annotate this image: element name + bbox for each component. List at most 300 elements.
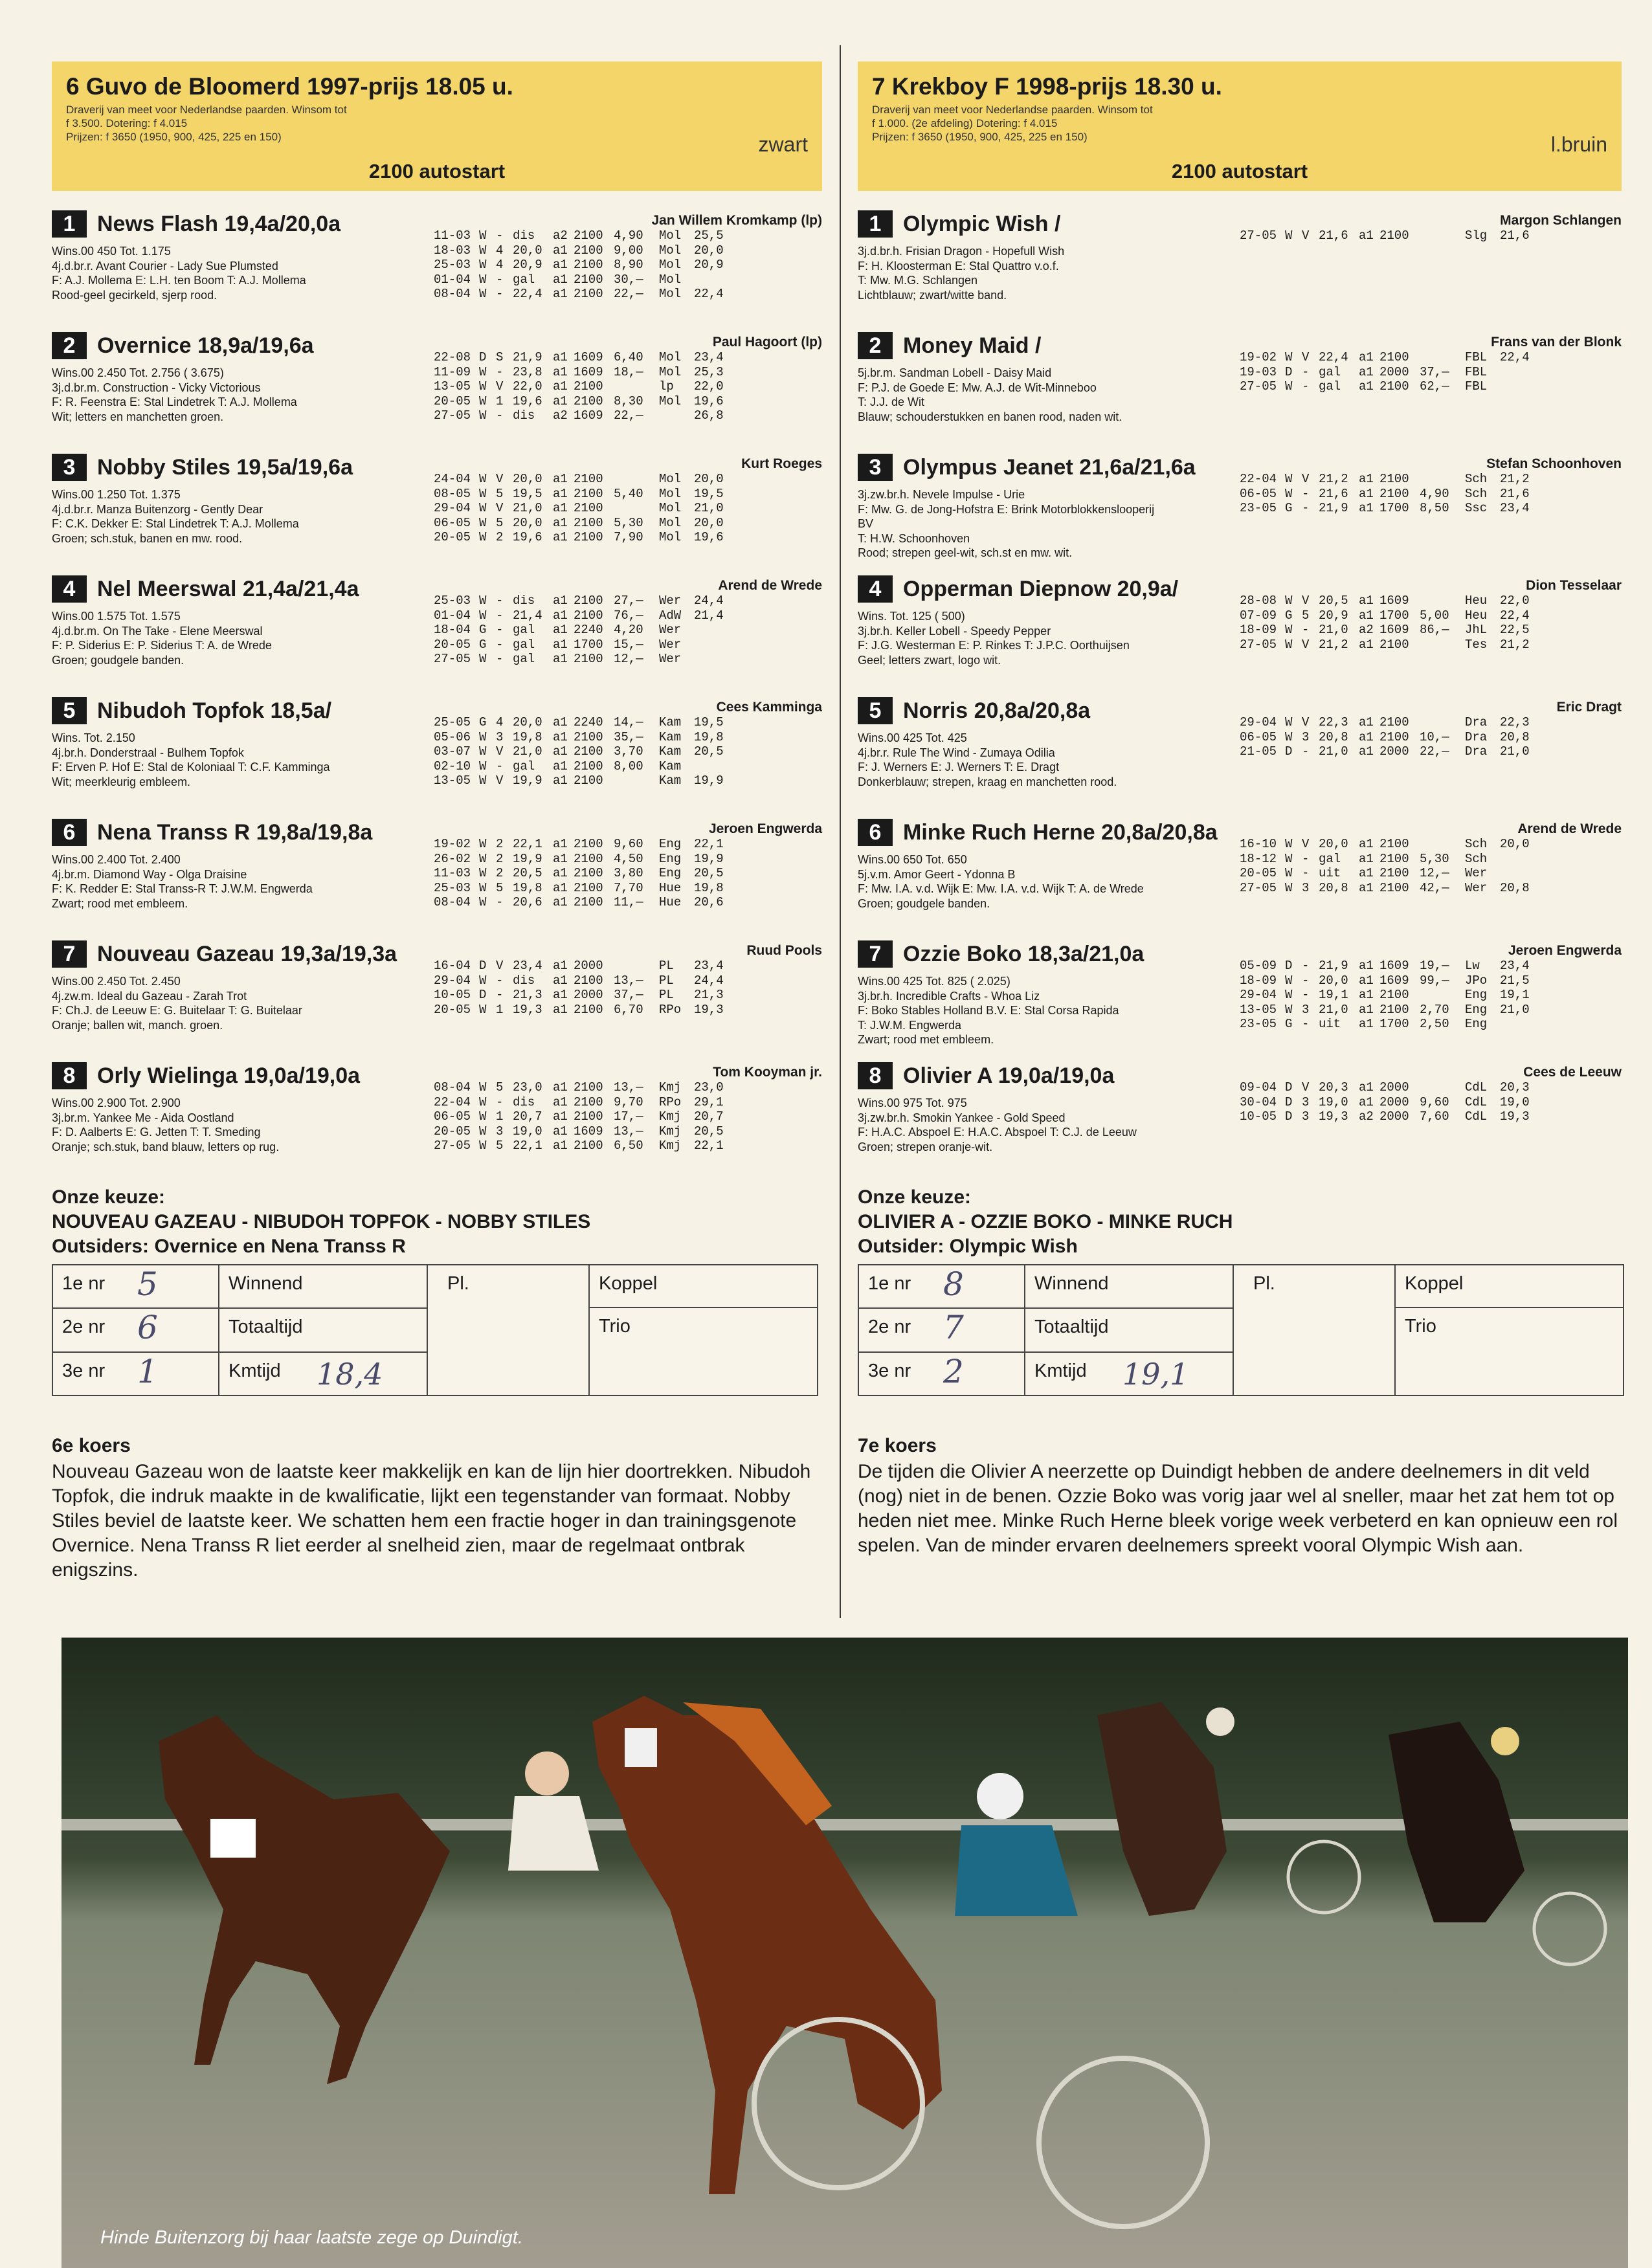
handwritten-pick: 2: [943, 1352, 964, 1390]
result-cell: Kmj: [659, 1139, 682, 1153]
result-cell: G: [1285, 501, 1293, 515]
result-cell: 2100: [574, 608, 603, 623]
result-cell: gal: [1319, 364, 1341, 379]
result-cell: FBL: [1465, 350, 1488, 364]
result-cell: 2100: [1379, 729, 1409, 744]
result-cell: a1: [553, 652, 568, 666]
result-cell: gal: [1319, 379, 1341, 394]
result-cell: 02-10: [434, 759, 471, 773]
result-cell: a1: [553, 988, 568, 1002]
horse-info: [52, 487, 299, 546]
result-row: [1240, 973, 1532, 988]
result-cell: PL: [659, 973, 674, 988]
result-cell: 1609: [574, 1124, 603, 1139]
start-number-badge: 5: [52, 697, 87, 724]
result-row: [1240, 866, 1532, 881]
bet-cell-2[interactable]: [53, 1309, 218, 1352]
result-cell: a1: [1359, 1017, 1374, 1031]
result-cell: a1: [1359, 715, 1374, 729]
result-cell: -: [496, 594, 504, 608]
horse-info-line: 5j.br.m. Sandman Lobell - Daisy Maid: [858, 366, 1052, 379]
result-cell: 21,2: [1500, 637, 1530, 652]
result-cell: 3: [1302, 729, 1310, 744]
result-row: [434, 730, 726, 745]
trotting-race-illustration: [61, 1638, 1628, 2268]
result-row: [434, 394, 726, 409]
horse-info-line: Zwart; rood met embleem.: [858, 1033, 994, 1046]
result-cell: a1: [553, 759, 568, 773]
result-cell: W: [1285, 350, 1293, 364]
result-cell: G: [1285, 608, 1293, 623]
result-cell: 22,4: [1319, 350, 1348, 364]
race-conditions: [66, 103, 571, 144]
result-cell: 01-04: [434, 608, 471, 623]
horse-info-line: F: P. Siderius E: P. Siderius T: A. de Wrede: [52, 639, 272, 652]
result-cell: 5,30: [1420, 851, 1449, 866]
horse-info-line: F: P.J. de Goede E: Mw. A.J. de Wit-Minneboo: [858, 381, 1097, 394]
result-cell: 86,—: [1420, 623, 1449, 637]
result-cell: Mol: [659, 530, 682, 544]
result-cell: W: [1285, 851, 1293, 866]
result-cell: 2100: [574, 1139, 603, 1153]
bet-kmtijd[interactable]: [1025, 1353, 1233, 1395]
result-row: [1240, 1080, 1532, 1095]
result-cell: a1: [1359, 959, 1374, 973]
result-cell: V: [1302, 594, 1310, 608]
horse-info-line: Rood-geel gecirkeld, sjerp rood.: [52, 288, 218, 302]
result-cell: 20,8: [1319, 729, 1348, 744]
result-cell: 27-05: [1240, 637, 1277, 652]
horse-info-line: Geel; letters zwart, logo wit.: [858, 653, 1001, 667]
result-row: [434, 258, 726, 272]
bet-types: [219, 1265, 428, 1395]
result-cell: -: [1302, 1017, 1310, 1031]
result-cell: 5,00: [1420, 608, 1449, 623]
result-cell: 23,0: [513, 1080, 542, 1095]
result-cell: 22,4: [694, 287, 724, 301]
result-cell: 9,70: [614, 1095, 643, 1109]
result-cell: 07-09: [1240, 608, 1277, 623]
horse-info-line: Wins. Tot. 2.150: [52, 731, 135, 744]
result-cell: 01-04: [434, 272, 471, 287]
bet-types: [1025, 1265, 1234, 1395]
horse-info-line: Wins.00 425 Tot. 425: [858, 731, 967, 744]
result-cell: JhL: [1465, 623, 1488, 637]
horse-entry: [858, 814, 1622, 935]
result-cell: W: [479, 258, 487, 272]
result-cell: 29-04: [434, 501, 471, 515]
result-row: [434, 472, 726, 487]
result-cell: 20-05: [434, 637, 471, 652]
handwritten-pick: 1: [137, 1352, 158, 1390]
horse-entry: [52, 327, 822, 449]
result-cell: Kmj: [659, 1109, 682, 1124]
horse-info-line: Wins.00 2.400 Tot. 2.400: [52, 853, 181, 866]
result-cell: 22,0: [694, 379, 724, 394]
bet-trio: Trio: [599, 1316, 631, 1337]
result-cell: 20,5: [694, 866, 724, 880]
result-cell: -: [1302, 379, 1310, 394]
result-cell: 20,8: [1500, 729, 1530, 744]
result-cell: dis: [513, 1095, 535, 1109]
horse-name: Nena Transs R 19,8a/19,8a: [97, 820, 373, 845]
result-row: [1240, 608, 1532, 623]
horse-info-line: Oranje; ballen wit, manch. groen.: [52, 1018, 223, 1032]
result-cell: dis: [513, 228, 535, 243]
result-cell: 27-05: [434, 652, 471, 666]
result-cell: a1: [553, 1002, 568, 1017]
handwritten-pick: 8: [943, 1265, 964, 1303]
result-cell: a1: [1359, 350, 1374, 364]
result-cell: 3: [1302, 1002, 1310, 1017]
bet-cell-3[interactable]: [53, 1353, 218, 1395]
outsiders: Outsider: Olympic Wish: [858, 1236, 1078, 1257]
result-cell: 06-05: [434, 515, 471, 530]
result-cell: D: [1285, 364, 1293, 379]
result-cell: 20,3: [1319, 1080, 1348, 1095]
result-cell: 6,70: [614, 1002, 643, 1017]
horse-name: News Flash 19,4a/20,0a: [97, 212, 341, 236]
result-cell: a2: [553, 408, 568, 423]
result-row: [434, 623, 726, 638]
result-cell: 12,—: [1420, 866, 1449, 880]
result-cell: 3: [496, 729, 504, 744]
horse-info-line: Wins.00 450 Tot. 1.175: [52, 245, 171, 258]
result-cell: 2100: [1379, 228, 1409, 243]
bet-extra: [1396, 1265, 1623, 1395]
horse-info-line: 3j.zw.br.h. Smokin Yankee - Gold Speed: [858, 1111, 1066, 1124]
result-cell: 21,6: [1500, 486, 1530, 501]
result-cell: 24,4: [694, 594, 724, 608]
result-cell: 19,6: [513, 530, 542, 544]
bet-cell-1[interactable]: [53, 1265, 218, 1309]
result-cell: 37,—: [1420, 364, 1449, 379]
result-cell: W: [479, 228, 487, 243]
result-cell: 2100: [574, 652, 603, 666]
result-row: [1240, 594, 1532, 608]
recent-results: [1240, 715, 1532, 759]
horse-name: Money Maid /: [903, 333, 1042, 358]
result-cell: -: [1302, 364, 1310, 379]
result-cell: a1: [553, 880, 568, 895]
result-cell: a1: [1359, 851, 1374, 866]
result-cell: V: [496, 379, 504, 394]
horse-info-line: F: Mw. G. de Jong-Hofstra E: Brink Motorblokkenslooperij: [858, 502, 1155, 516]
horse-info-line: Groen; sch.stuk, banen en mw. rood.: [52, 531, 243, 545]
result-cell: a1: [553, 287, 568, 301]
result-cell: -: [1302, 623, 1310, 637]
result-cell: 7,90: [614, 530, 643, 544]
horse-info-line: 3j.zw.br.h. Nevele Impulse - Urie: [858, 488, 1025, 501]
result-cell: a2: [1359, 1109, 1374, 1124]
result-cell: AdW: [659, 608, 682, 623]
result-cell: a1: [553, 608, 568, 623]
bet-form: [858, 1264, 1624, 1396]
result-cell: Kmj: [659, 1124, 682, 1139]
result-cell: 20,0: [513, 715, 542, 729]
result-cell: 19,1: [1500, 988, 1530, 1002]
result-cell: V: [1302, 715, 1310, 729]
our-choice: [858, 1185, 1622, 1259]
our-choice-label: Onze keuze:: [858, 1186, 972, 1208]
result-row: [1240, 638, 1532, 652]
result-cell: 19,6: [513, 394, 542, 408]
result-cell: 1609: [1379, 594, 1409, 608]
result-cell: 23,4: [1500, 959, 1530, 973]
result-cell: 2100: [574, 895, 603, 909]
result-row: [1240, 501, 1532, 516]
horse-info-line: Groen; goudgele banden.: [858, 896, 990, 910]
result-cell: 2100: [574, 530, 603, 544]
result-cell: Wer: [1465, 880, 1488, 895]
result-cell: 22,0: [1500, 594, 1530, 608]
result-cell: 11-09: [434, 364, 471, 379]
preview-title: 7e koers: [858, 1435, 937, 1456]
bet-label: 3e nr: [62, 1360, 106, 1381]
result-cell: 3: [1302, 1095, 1310, 1109]
result-cell: 19,3: [1500, 1109, 1530, 1124]
result-cell: a1: [553, 272, 568, 287]
result-cell: 20-05: [434, 1002, 471, 1017]
result-cell: 22,4: [513, 287, 542, 301]
result-cell: 2000: [1379, 1080, 1409, 1095]
result-row: [1240, 472, 1532, 487]
result-cell: 2,70: [1420, 1002, 1449, 1017]
horse-info-line: Wit; meerkleurig embleem.: [52, 775, 191, 788]
result-cell: 25-03: [434, 880, 471, 895]
horse-info: [858, 244, 1064, 302]
result-cell: a1: [1359, 501, 1374, 515]
result-cell: 20,0: [513, 243, 542, 258]
result-cell: 8,00: [614, 759, 643, 773]
recent-results: [434, 472, 726, 545]
result-row: [434, 759, 726, 774]
result-row: [1240, 715, 1532, 730]
result-cell: 21,3: [513, 988, 542, 1002]
race-color: zwart: [758, 133, 808, 156]
race-7-column: [858, 61, 1622, 1558]
result-cell: 2100: [574, 1095, 603, 1109]
horse-info-line: 3j.br.m. Yankee Me - Aida Oostland: [52, 1111, 234, 1124]
bet-trio: Trio: [1405, 1316, 1436, 1337]
result-row: [1240, 959, 1532, 973]
horse-info-line: Wins.00 2.450 Tot. 2.756 ( 3.675): [52, 366, 224, 379]
start-number-badge: 2: [52, 332, 87, 359]
horse-name: Nobby Stiles 19,5a/19,6a: [97, 455, 353, 480]
result-cell: 21,3: [694, 988, 724, 1002]
result-cell: FBL: [1465, 379, 1488, 394]
result-cell: W: [479, 759, 487, 773]
horse-info-line: T: H.W. Schoonhoven: [858, 531, 970, 545]
horse-info-line: 3j.d.br.m. Construction - Vicky Victorious: [52, 381, 261, 394]
result-cell: W: [479, 1109, 487, 1124]
driver-name: Eric Dragt: [1556, 700, 1622, 715]
result-cell: 16-04: [434, 959, 471, 973]
result-cell: a1: [553, 744, 568, 759]
recent-results: [434, 959, 726, 1017]
result-row: [434, 715, 726, 730]
result-cell: 03-07: [434, 744, 471, 759]
result-cell: Kam: [659, 773, 682, 788]
horse-info-line: 3j.d.br.h. Frisian Dragon - Hopefull Wish: [858, 245, 1065, 258]
driver-name: Tom Kooyman jr.: [713, 1065, 822, 1080]
result-cell: V: [1302, 350, 1310, 364]
result-cell: W: [479, 895, 487, 909]
horse-info-line: 4j.br.h. Donderstraal - Bulhem Topfok: [52, 746, 244, 759]
result-cell: 2: [496, 851, 504, 866]
result-row: [1240, 852, 1532, 867]
horse-info: [858, 1096, 1137, 1154]
horse-info-line: 4j.d.br.m. On The Take - Elene Meerswal: [52, 624, 263, 638]
bet-extra: [590, 1265, 817, 1395]
result-cell: 2100: [574, 394, 603, 408]
result-cell: 22,0: [513, 379, 542, 394]
result-cell: 11-03: [434, 228, 471, 243]
result-cell: 7,60: [1420, 1109, 1449, 1124]
race-desc-line: Draverij van meet voor Nederlandse paarden. Winsom tot: [872, 104, 1153, 116]
result-cell: Mol: [659, 486, 682, 501]
result-cell: 1: [496, 1109, 504, 1124]
result-cell: CdL: [1465, 1095, 1488, 1109]
result-cell: 26,8: [694, 408, 724, 423]
result-cell: a1: [1359, 729, 1374, 744]
result-cell: 8,50: [1420, 501, 1449, 515]
result-cell: V: [1302, 228, 1310, 243]
result-cell: 2: [496, 530, 504, 544]
result-row: [1240, 1003, 1532, 1017]
result-cell: 17,—: [614, 1109, 643, 1124]
result-cell: 06-05: [434, 1109, 471, 1124]
horse-info-line: F: C.K. Dekker E: Stal Lindetrek T: A.J. Mollema: [52, 517, 299, 530]
result-cell: Eng: [659, 866, 682, 880]
result-cell: W: [479, 851, 487, 866]
result-cell: -: [496, 608, 504, 623]
horse-info: [858, 731, 1117, 789]
recent-results: [1240, 228, 1532, 243]
bet-pl: Pl.: [1234, 1265, 1396, 1395]
result-cell: 20-05: [434, 394, 471, 408]
result-cell: -: [1302, 973, 1310, 988]
result-cell: a1: [553, 623, 568, 637]
bet-kmtijd[interactable]: [219, 1353, 427, 1395]
result-cell: 19,8: [513, 880, 542, 895]
number-cloth: [210, 1819, 256, 1858]
horse-info-line: Wins.00 975 Tot. 975: [858, 1096, 967, 1109]
horse-name: Norris 20,8a/20,8a: [903, 698, 1091, 723]
result-cell: 21,0: [1319, 1002, 1348, 1017]
result-cell: Sch: [1465, 486, 1488, 501]
result-cell: V: [1302, 837, 1310, 851]
result-row: [1240, 744, 1532, 759]
result-row: [1240, 228, 1532, 243]
horse-info-line: 4j.zw.m. Ideal du Gazeau - Zarah Trot: [52, 989, 247, 1003]
result-cell: 23,4: [694, 350, 724, 364]
result-cell: a1: [553, 243, 568, 258]
result-cell: 27-05: [1240, 379, 1277, 394]
horse-info-line: Donkerblauw; strepen, kraag en manchetten rood.: [858, 775, 1117, 788]
result-cell: 22,4: [1500, 608, 1530, 623]
result-cell: 18-03: [434, 243, 471, 258]
result-cell: a2: [1359, 623, 1374, 637]
result-cell: 20,9: [1319, 608, 1348, 623]
result-cell: 20,5: [1319, 594, 1348, 608]
result-cell: D: [479, 959, 487, 973]
result-cell: 1700: [1379, 1017, 1409, 1031]
result-cell: Hue: [659, 895, 682, 909]
result-cell: a1: [1359, 988, 1374, 1002]
result-cell: Sch: [1465, 837, 1488, 851]
bet-cell-2[interactable]: [859, 1309, 1024, 1352]
result-cell: W: [479, 880, 487, 895]
horse-info-line: 4j.br.m. Diamond Way - Olga Draisine: [52, 867, 247, 881]
result-cell: 20,0: [1319, 837, 1348, 851]
result-cell: 19,5: [694, 715, 724, 729]
result-cell: 21,4: [513, 608, 542, 623]
bet-cell-3[interactable]: [859, 1353, 1024, 1395]
handwritten-pick: 5: [137, 1265, 158, 1303]
result-cell: -: [496, 623, 504, 637]
result-cell: 22-04: [434, 1095, 471, 1109]
result-cell: -: [496, 364, 504, 379]
result-cell: 19,—: [1420, 959, 1449, 973]
result-cell: 27-05: [434, 1139, 471, 1153]
result-cell: Mol: [659, 515, 682, 530]
result-cell: -: [496, 988, 504, 1002]
result-cell: a1: [553, 1139, 568, 1153]
result-row: [434, 959, 726, 973]
result-cell: 2100: [574, 744, 603, 759]
result-cell: W: [1285, 880, 1293, 895]
result-cell: 30-04: [1240, 1095, 1277, 1109]
result-cell: 1700: [1379, 608, 1409, 623]
result-cell: 5: [496, 1080, 504, 1095]
horse-info: [858, 974, 1119, 1047]
result-row: [434, 881, 726, 896]
handwritten-pick: 7: [943, 1309, 964, 1347]
result-cell: V: [1302, 637, 1310, 652]
result-cell: 42,—: [1420, 880, 1449, 895]
bet-cell-1[interactable]: [859, 1265, 1024, 1309]
result-cell: 21,9: [1319, 959, 1348, 973]
horse-info-line: F: Ch.J. de Leeuw E: G. Buitelaar T: G. Buitelaar: [52, 1004, 302, 1017]
result-cell: Wer: [659, 637, 682, 652]
result-cell: a1: [1359, 486, 1374, 501]
bet-pl: Pl.: [428, 1265, 590, 1395]
horse-info-line: BV: [858, 517, 874, 530]
race-desc-line: Prijzen: f 3650 (1950, 900, 425, 225 en 150): [66, 131, 282, 143]
result-cell: gal: [1319, 851, 1341, 866]
result-cell: a1: [1359, 1002, 1374, 1017]
result-cell: 4: [496, 243, 504, 258]
start-number-badge: 1: [858, 210, 893, 238]
recent-results: [434, 228, 726, 302]
result-cell: 22,4: [1500, 350, 1530, 364]
result-cell: 18-09: [1240, 623, 1277, 637]
photo-caption: Hinde Buitenzorg bij haar laatste zege op Duindigt.: [100, 2227, 523, 2248]
race-start: 2100 autostart: [368, 160, 506, 183]
result-cell: 4: [496, 258, 504, 272]
result-cell: W: [1285, 1002, 1293, 1017]
result-cell: -: [496, 408, 504, 423]
result-cell: W: [1285, 988, 1293, 1002]
result-cell: 10-05: [1240, 1109, 1277, 1124]
result-cell: 2100: [574, 1080, 603, 1095]
result-cell: 22,—: [1420, 744, 1449, 759]
result-cell: 19-02: [434, 837, 471, 851]
result-cell: 76,—: [614, 608, 643, 623]
bet-label: 3e nr: [868, 1360, 911, 1381]
result-cell: a1: [1359, 837, 1374, 851]
